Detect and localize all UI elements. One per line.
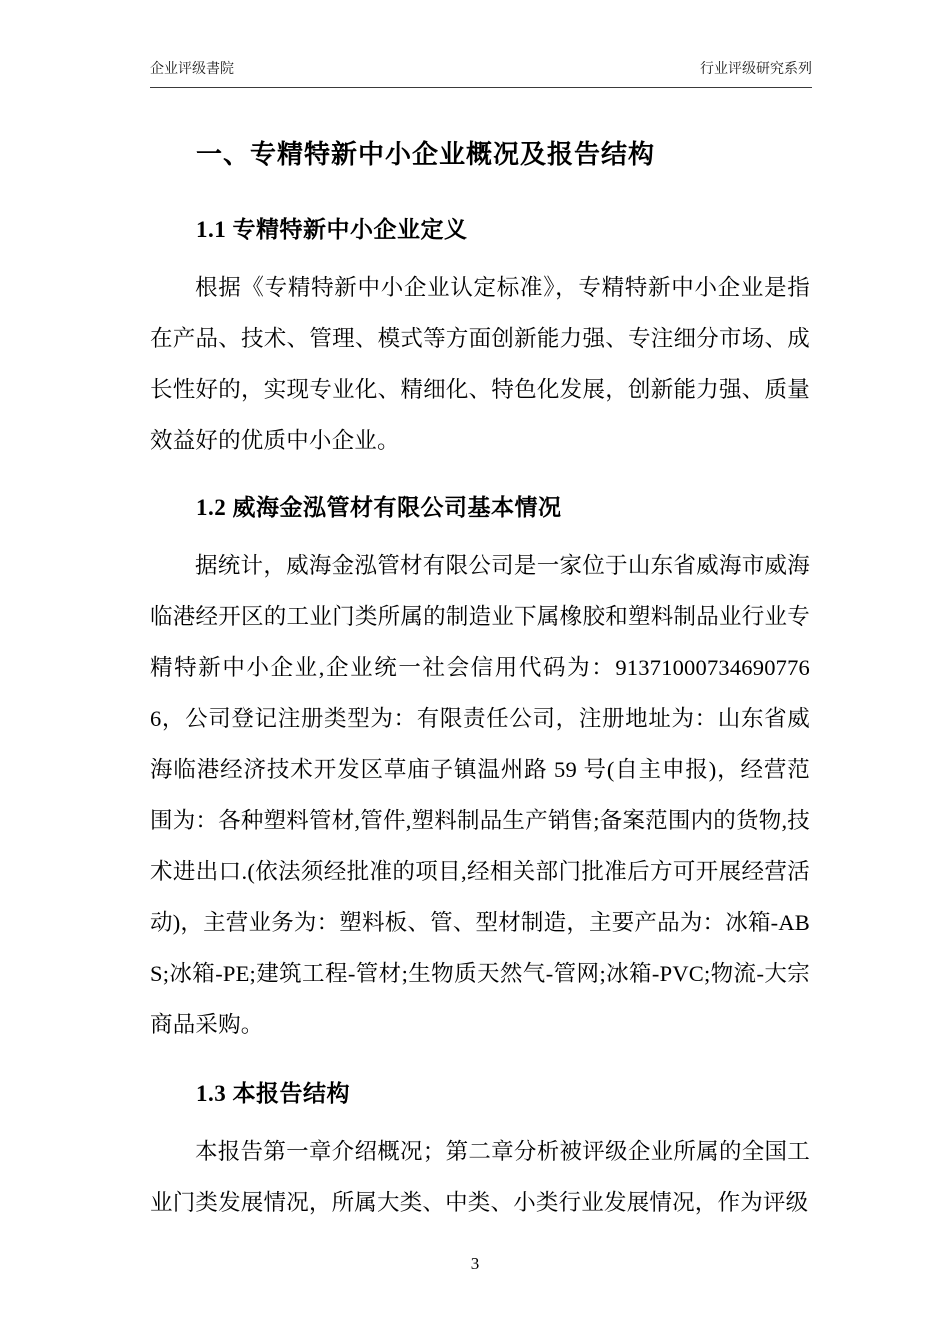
header-right-text: 行业评级研究系列 <box>700 60 812 76</box>
chapter-title: 一、专精特新中小企业概况及报告结构 <box>196 140 656 169</box>
section-1-2 <box>150 492 810 1050</box>
section-1-2-heading: 1.2 威海金泓管材有限公司基本情况 <box>196 495 562 520</box>
section-1-1-paragraph: 根据《专精特新中小企业认定标准》，专精特新中小企业是指在产品、技术、管理、模式等方面创新能力强、专注细分市场、成长性好的，实现专业化、精细化、特色化发展，创新能力强、质量效益好的优质中小企业。 <box>150 275 810 453</box>
section-1-3-heading: 1.3 本报告结构 <box>196 1081 350 1106</box>
header-left-text: 企业评级書院 <box>150 60 234 76</box>
page-number: 3 <box>470 1254 480 1273</box>
page-footer <box>0 1254 950 1274</box>
section-1-3-paragraph: 本报告第一章介绍概况；第二章分析被评级企业所属的全国工业门类发展情况，所属大类、中类、小类行业发展情况，作为评级 <box>150 1139 810 1215</box>
section-1-2-paragraph: 据统计，威海金泓管材有限公司是一家位于山东省威海市威海临港经开区的工业门类所属的制造业下属橡胶和塑料制品业行业专精特新中小企业,企业统一社会信用代码为：913710007346907766，公司登记注册类型为：有限责任公司，注册地址为：山东省威海临港经济技术开发区草庙子镇温州路 59 号(自主申报)，经营范围为：各种塑料管材,管件,塑料制品生产销售;备案范围内的货物,技术进出口.(依法须经批准的项目,经相关部门批准后方可开展经营活动)，主营业务为：塑料板、管、型材制造，主要产品为：冰箱-ABS;冰箱-PE;建筑工程-管材;生物质天然气-管网;冰箱-PVC;物流-大宗商品采购。 <box>150 553 810 1037</box>
section-1-1-heading: 1.1 专精特新中小企业定义 <box>196 217 468 242</box>
page-header <box>150 58 812 88</box>
document-content <box>150 128 810 1228</box>
section-1-3 <box>150 1078 810 1228</box>
section-1-1 <box>150 214 810 466</box>
